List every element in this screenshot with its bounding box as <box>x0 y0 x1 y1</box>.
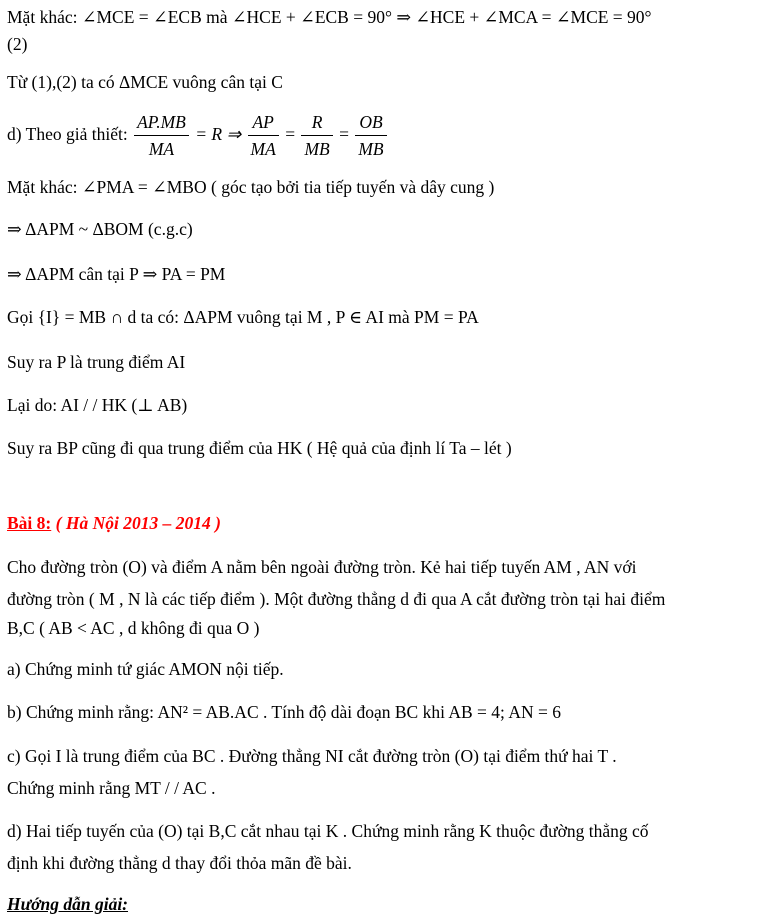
question-a: a) Chứng minh tứ giác AMON nội tiếp. <box>7 659 284 679</box>
question-d-line-2: định khi đường thẳng d thay đổi thỏa mãn đề bài. <box>7 853 352 873</box>
fraction-4-numerator: OB <box>355 109 386 136</box>
fraction-4-denominator: MB <box>358 139 384 160</box>
fraction-3-numerator: R <box>301 109 332 136</box>
fraction-2-numerator: AP <box>248 109 279 136</box>
text-line-11: Suy ra BP cũng đi qua trung điểm của HK ( Hệ quả của định lí Ta – lét ) <box>7 438 512 458</box>
exercise-heading <box>7 512 221 534</box>
fraction-3-denominator: MB <box>304 139 330 160</box>
fraction-line-prefix: d) Theo giả thiết: <box>7 124 128 144</box>
exercise-source: ( Hà Nội 2013 – 2014 ) <box>51 513 221 533</box>
text-line-3: Từ (1),(2) ta có ΔMCE vuông cân tại C <box>7 72 283 92</box>
fraction-1 <box>134 109 189 162</box>
problem-line-2: đường tròn ( M , N là các tiếp điểm ). Một đường thẳng d đi qua A cắt đường tròn tại hai điểm <box>7 589 666 609</box>
text-line-1: Mặt khác: ∠MCE = ∠ECB mà ∠HCE + ∠ECB = 90° ⇒ ∠HCE + ∠MCA = ∠MCE = 90° <box>7 7 652 27</box>
solution-guide-heading: Hướng dẫn giải: <box>7 894 129 914</box>
fraction-3 <box>301 109 332 162</box>
equals-sign-1: = <box>285 124 300 144</box>
text-line-8: Gọi {I} = MB ∩ d ta có: ΔAPM vuông tại M , P ∈ AI mà PM = PA <box>7 307 479 327</box>
text-line-6: ⇒ ΔAPM ~ ΔBOM (c.g.c) <box>7 219 193 239</box>
problem-line-3: B,C ( AB < AC , d không đi qua O ) <box>7 618 260 638</box>
equals-sign-2: = <box>339 124 354 144</box>
question-c-line-1: c) Gọi I là trung điểm của BC . Đường thẳng NI cắt đường tròn (O) tại điểm thứ hai T . <box>7 746 617 766</box>
fraction-line-mid: = R ⇒ <box>195 124 246 144</box>
exercise-title: Bài 8: <box>7 513 52 533</box>
fraction-4 <box>355 109 386 162</box>
fraction-line <box>7 108 389 162</box>
fraction-2-denominator: MA <box>250 139 276 160</box>
text-line-10: Lại do: AI / / HK (⊥ AB) <box>7 395 188 415</box>
question-c-line-2: Chứng minh rằng MT / / AC . <box>7 778 216 798</box>
question-d-line-1: d) Hai tiếp tuyến của (O) tại B,C cắt nhau tại K . Chứng minh rằng K thuộc đường thẳng cố <box>7 821 649 841</box>
text-line-7: ⇒ ΔAPM cân tại P ⇒ PA = PM <box>7 264 226 284</box>
text-line-9: Suy ra P là trung điểm AI <box>7 352 186 372</box>
fraction-2 <box>248 109 279 162</box>
fraction-1-numerator: AP.MB <box>134 109 189 136</box>
text-line-2: (2) <box>7 34 28 54</box>
text-line-5: Mặt khác: ∠PMA = ∠MBO ( góc tạo bởi tia tiếp tuyến và dây cung ) <box>7 177 495 197</box>
problem-line-1: Cho đường tròn (O) và điểm A nằm bên ngoài đường tròn. Kẻ hai tiếp tuyến AM , AN với <box>7 557 637 577</box>
question-b: b) Chứng minh rằng: AN² = AB.AC . Tính độ dài đoạn BC khi AB = 4; AN = 6 <box>7 702 561 722</box>
fraction-1-denominator: MA <box>148 139 175 160</box>
